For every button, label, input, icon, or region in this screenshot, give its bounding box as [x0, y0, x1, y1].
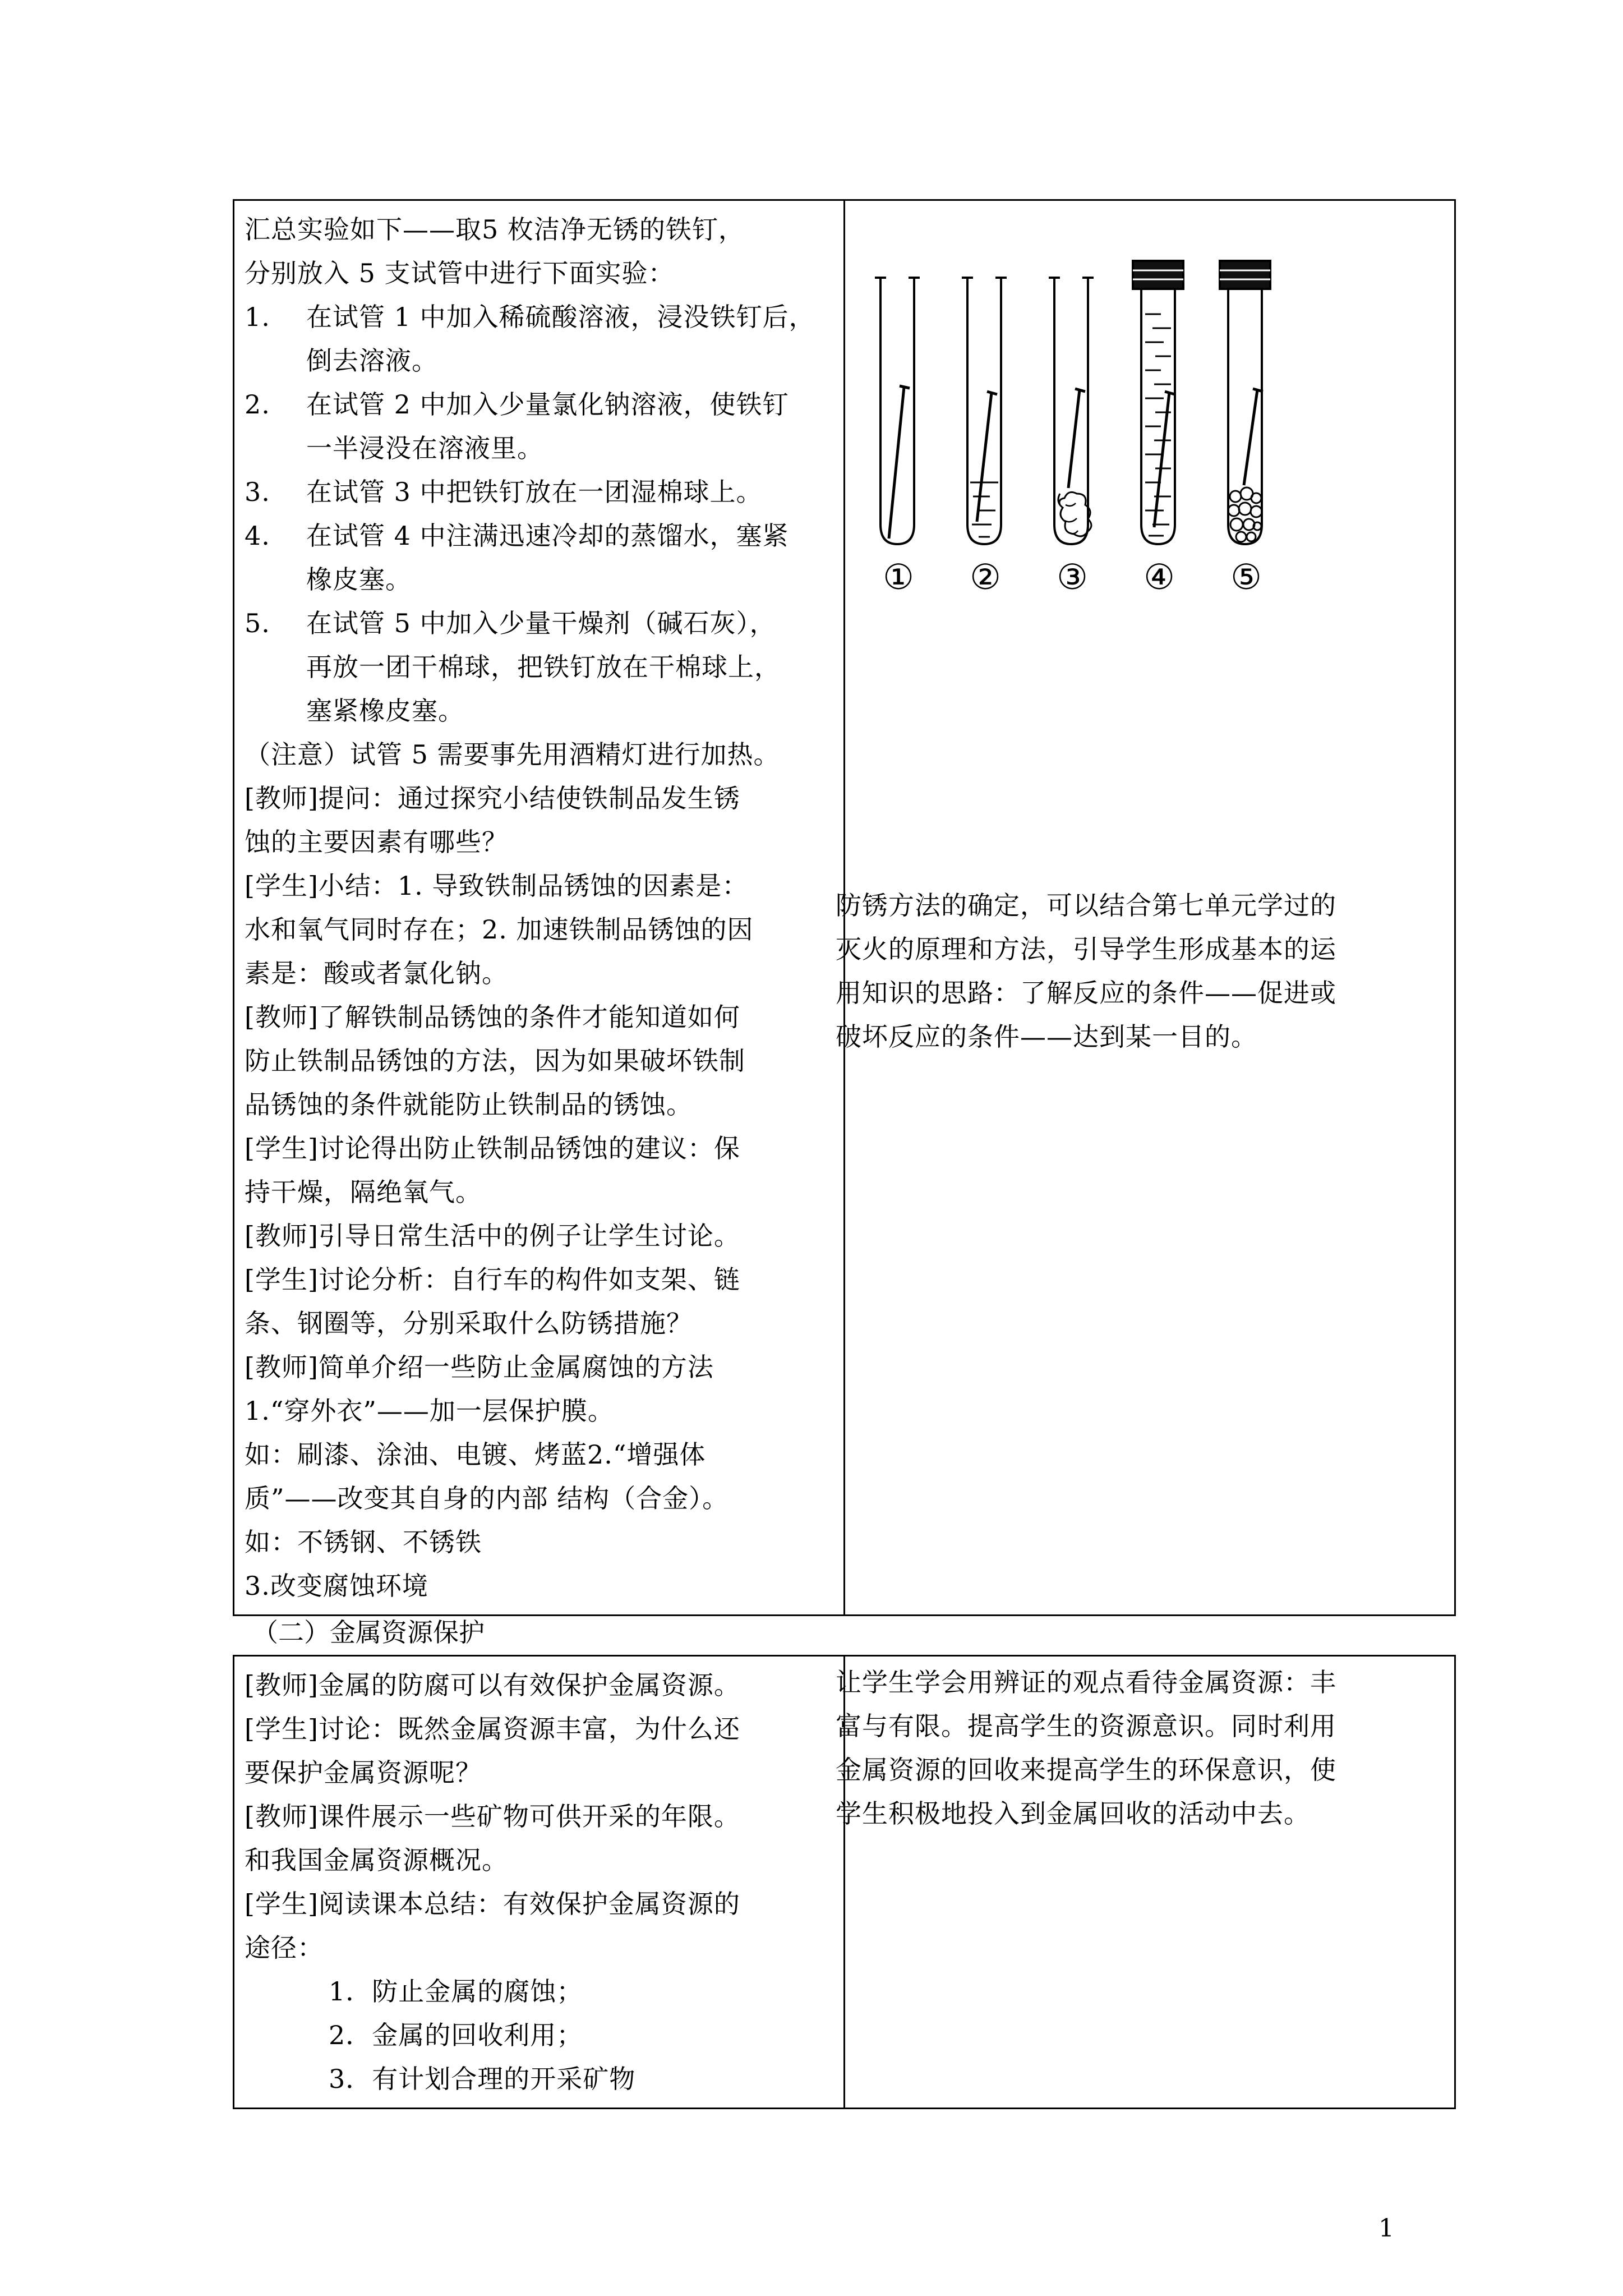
- step-continuation: 一半浸没在溶液里。: [306, 433, 543, 463]
- text-line: 持干燥，隔绝氧气。: [245, 1177, 482, 1207]
- step-number: 2.: [245, 389, 270, 420]
- text-line: 和我国金属资源概况。: [245, 1845, 508, 1875]
- text-line: [学生]小结：1. 导致铁制品锈蚀的因素是：: [245, 871, 749, 901]
- text-line: [教师]课件展示一些矿物可供开采的年限。: [245, 1801, 740, 1832]
- route-item: 1．防止金属的腐蚀；: [329, 1976, 583, 2007]
- numbered-step: [245, 383, 833, 426]
- tube-label-3: ③: [1057, 556, 1088, 597]
- text-line: [教师]金属的防腐可以有效保护金属资源。: [245, 1670, 740, 1700]
- text-line: 3.改变腐蚀环境: [245, 1571, 428, 1601]
- teaching-goal-line: 富与有限。提高学生的资源意识。同时利用: [836, 1711, 1336, 1741]
- teaching-note: [836, 884, 1336, 1059]
- route-item: 2．金属的回收利用；: [329, 2020, 583, 2050]
- step-number: 5.: [245, 608, 270, 638]
- test-tube-3: [1049, 278, 1094, 544]
- text-line: 如：不锈钢、不锈铁: [245, 1527, 482, 1557]
- text-line: [教师]提问：通过探究小结使铁制品发生锈: [245, 783, 740, 813]
- numbered-step: [245, 295, 833, 339]
- test-tube-1: [875, 278, 920, 544]
- text-line: 途径：: [245, 1932, 324, 1963]
- tube-label-4: ④: [1144, 556, 1175, 597]
- teaching-goal: [836, 1660, 1336, 1835]
- test-tubes-illustration: [858, 258, 1335, 606]
- step-continuation: 倒去溶液。: [306, 346, 438, 376]
- text-line: [学生]讨论分析：自行车的构件如支架、链: [245, 1264, 740, 1295]
- teaching-goal-line: 让学生学会用辨证的观点看待金属资源：丰: [836, 1667, 1336, 1697]
- step-continuation: 再放一团干棉球，把铁钉放在干棉球上，: [306, 652, 781, 682]
- step-number: 1.: [245, 302, 270, 332]
- step-number: 4.: [245, 521, 270, 551]
- text-line: 质”——改变其自身的内部 结构（合金）。: [245, 1483, 729, 1513]
- test-tubes-figure: [858, 258, 1335, 606]
- text-line: 如：刷漆、涂油、电镀、烤蓝2.“增强体: [245, 1439, 706, 1470]
- step-continuation: 塞紧橡皮塞。: [306, 696, 464, 726]
- text-line: 分别放入 5 支试管中进行下面实验：: [245, 258, 675, 288]
- step-text: 在试管 5 中加入少量干燥剂（碱石灰），: [306, 608, 776, 638]
- tube-label-2: ②: [970, 556, 1001, 597]
- tube-label-1: ①: [883, 556, 914, 597]
- teaching-goal-line: 学生积极地投入到金属回收的活动中去。: [836, 1798, 1310, 1829]
- text-line: 蚀的主要因素有哪些？: [245, 827, 508, 857]
- teaching-note-line: 灭火的原理和方法，引导学生形成基本的运: [836, 934, 1336, 964]
- text-line: 1.“穿外衣”——加一层保护膜。: [245, 1396, 614, 1426]
- text-line: 素是：酸或者氯化钠。: [245, 958, 508, 988]
- test-tube-2: [962, 278, 1007, 544]
- text-line: 水和氧气同时存在；2. 加速铁制品锈蚀的因: [245, 914, 754, 945]
- text-line: 要保护金属资源呢？: [245, 1757, 482, 1788]
- text-line: 防止铁制品锈蚀的方法，因为如果破坏铁制: [245, 1046, 745, 1076]
- text-line: 汇总实验如下——取5 枚洁净无锈的铁钉，: [245, 214, 745, 245]
- table2-left-cell: [234, 1656, 845, 2109]
- teaching-note-line: 破坏反应的条件——达到某一目的。: [836, 1022, 1257, 1052]
- text-line: （注意）试管 5 需要事先用酒精灯进行加热。: [245, 739, 780, 770]
- section-heading: （二）金属资源保护: [252, 1617, 485, 1648]
- text-line: 条、钢圈等，分别采取什么防锈措施？: [245, 1308, 693, 1338]
- step-number: 3.: [245, 477, 270, 507]
- numbered-step: [245, 514, 833, 558]
- text-line: 品锈蚀的条件就能防止铁制品的锈蚀。: [245, 1089, 693, 1120]
- text-line: [教师]简单介绍一些防止金属腐蚀的方法: [245, 1352, 714, 1382]
- numbered-step: [245, 601, 833, 645]
- step-continuation: 橡皮塞。: [306, 564, 412, 595]
- text-line: [教师]了解铁制品锈蚀的条件才能知道如何: [245, 1002, 740, 1032]
- experiment-text-block: [245, 208, 833, 1608]
- text-line: [学生]讨论得出防止铁制品锈蚀的建议：保: [245, 1133, 740, 1163]
- route-item: 3．有计划合理的开采矿物: [329, 2064, 636, 2094]
- page-number: 1: [1378, 2214, 1394, 2243]
- step-text: 在试管 1 中加入稀硫酸溶液，浸没铁钉后，: [306, 302, 815, 332]
- text-line: [学生]讨论：既然金属资源丰富，为什么还: [245, 1714, 740, 1744]
- tube-label-5: ⑤: [1230, 556, 1262, 597]
- test-tube-5: [1220, 261, 1270, 544]
- teaching-note-line: 防锈方法的确定，可以结合第七单元学过的: [836, 890, 1336, 921]
- text-line: [学生]阅读课本总结：有效保护金属资源的: [245, 1889, 740, 1919]
- resource-protection-text: [245, 1663, 833, 2101]
- step-text: 在试管 4 中注满迅速冷却的蒸馏水，塞紧: [306, 521, 789, 551]
- table1-left-cell: [234, 200, 845, 1616]
- test-tube-4: [1133, 261, 1183, 544]
- numbered-step: [245, 470, 833, 514]
- teaching-note-line: 用知识的思路：了解反应的条件——促进或: [836, 978, 1336, 1008]
- step-text: 在试管 3 中把铁钉放在一团湿棉球上。: [306, 477, 763, 507]
- step-text: 在试管 2 中加入少量氯化钠溶液，使铁钉: [306, 389, 789, 420]
- text-line: [教师]引导日常生活中的例子让学生讨论。: [245, 1221, 740, 1251]
- teaching-goal-line: 金属资源的回收来提高学生的环保意识，使: [836, 1755, 1336, 1785]
